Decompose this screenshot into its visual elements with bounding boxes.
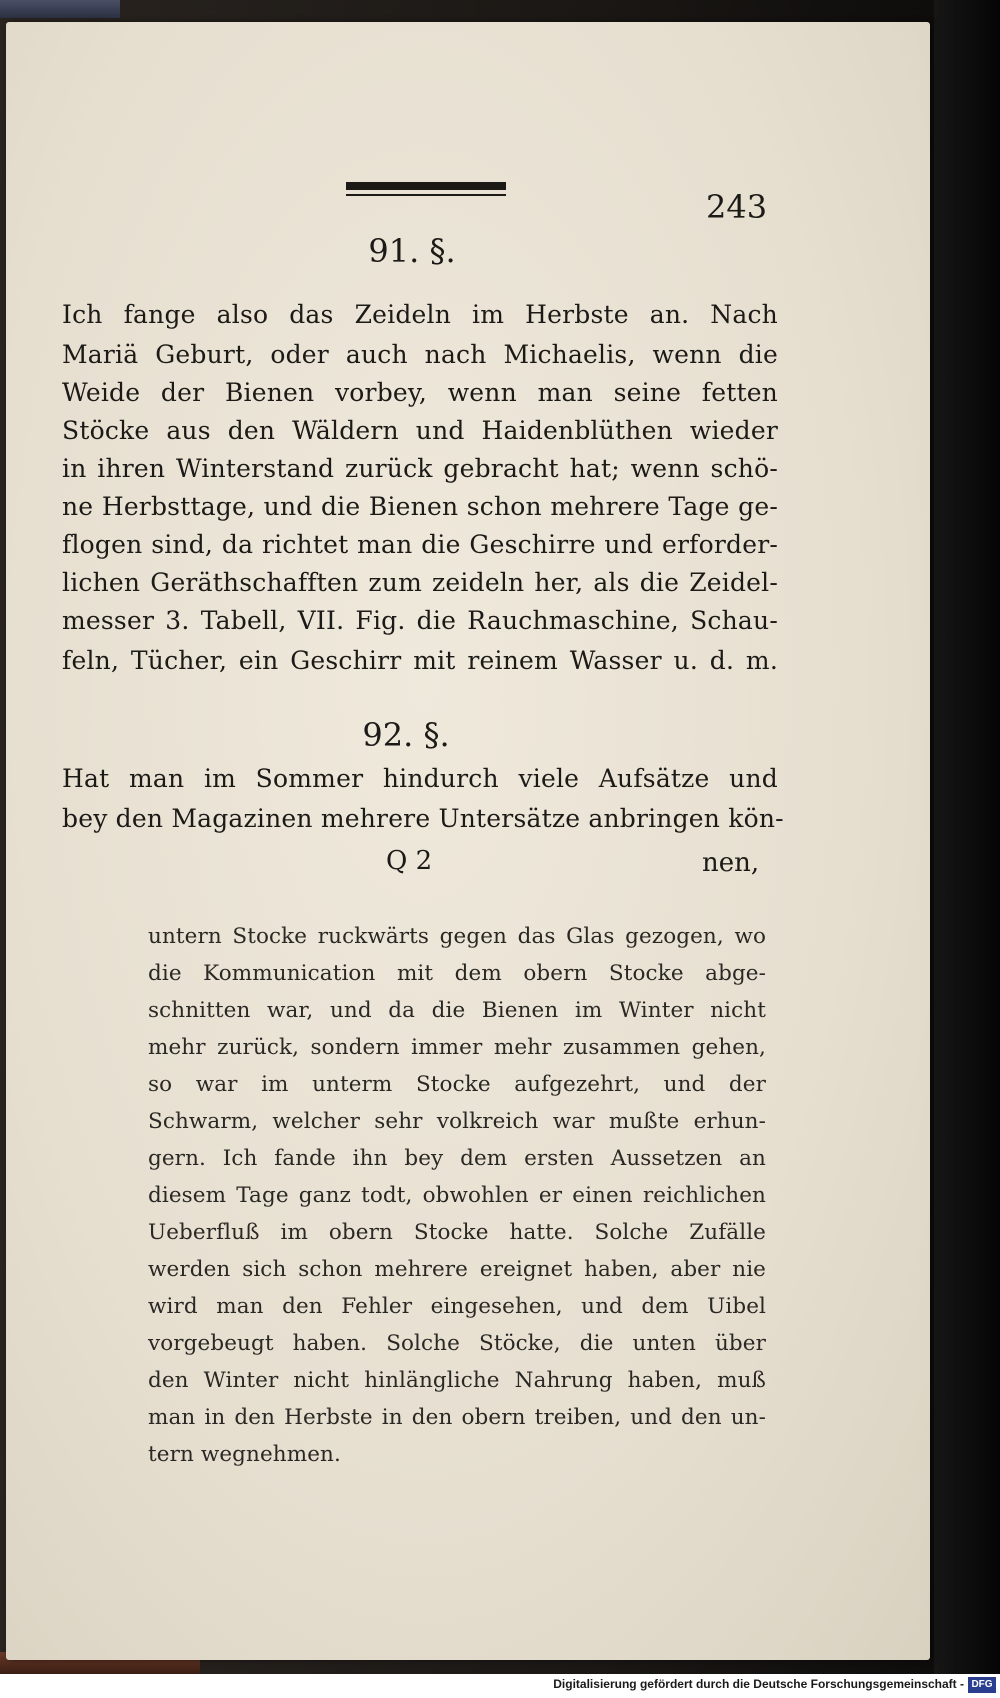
section-heading-92: 92. §. xyxy=(362,716,450,754)
footnote-line: die Kommunication mit dem obern Stocke abge- xyxy=(148,961,766,986)
footnote-line: Ueberfluß im obern Stocke hatte. Solche Zufälle xyxy=(148,1220,766,1245)
text-line: in ihren Winterstand zurück gebracht hat; wenn schö- xyxy=(62,454,778,483)
book-page xyxy=(6,22,930,1660)
header-rule xyxy=(346,182,506,190)
footnote-line: diesem Tage ganz todt, obwohlen er einen reichlichen xyxy=(148,1183,766,1208)
page-number: 243 xyxy=(706,188,768,226)
footer-credit-text: Digitalisierung gefördert durch die Deutsche Forschungsgemeinschaft - xyxy=(553,1677,964,1691)
footnote-line: schnitten war, und da die Bienen im Winter nicht xyxy=(148,998,766,1023)
header-rule-thin xyxy=(346,194,506,196)
text-line: feln, Tücher, ein Geschirr mit reinem Wasser u. d. m. xyxy=(62,646,778,675)
text-line: Hat man im Sommer hindurch viele Aufsätze und xyxy=(62,764,778,793)
section-heading-91: 91. §. xyxy=(368,232,456,270)
footnote-line: untern Stocke ruckwärts gegen das Glas gezogen, wo xyxy=(148,924,766,949)
footnote-line: gern. Ich fande ihn bey dem ersten Aussetzen an xyxy=(148,1146,766,1171)
footnote-line: tern wegnehmen. xyxy=(148,1442,341,1467)
text-line: ne Herbsttage, und die Bienen schon mehrere Tage ge- xyxy=(62,492,778,521)
text-line: bey den Magazinen mehrere Untersätze anbringen kön- xyxy=(62,804,784,833)
signature-mark: Q 2 xyxy=(386,846,433,876)
catchword: nen, xyxy=(702,848,760,878)
text-line: Mariä Geburt, oder auch nach Michaelis, wenn die xyxy=(62,340,778,369)
footnote-line: den Winter nicht hinlängliche Nahrung haben, muß xyxy=(148,1368,766,1393)
text-line: lichen Geräthschafften zum zeideln her, als die Zeidel- xyxy=(62,568,778,597)
digitization-footer xyxy=(0,1674,1000,1698)
footnote-line: werden sich schon mehrere ereignet haben, aber nie xyxy=(148,1257,766,1282)
book-spine-shadow xyxy=(934,0,1000,1698)
text-line: flogen sind, da richtet man die Geschirre und erforder- xyxy=(62,530,778,559)
footnote-line: wird man den Fehler eingesehen, und dem Uibel xyxy=(148,1294,766,1319)
dfg-logo: DFG xyxy=(968,1677,996,1693)
footnote-line: so war im unterm Stocke aufgezehrt, und der xyxy=(148,1072,766,1097)
text-line: Stöcke aus den Wäldern und Haidenblüthen wieder xyxy=(62,416,778,445)
text-line: Ich fange also das Zeideln im Herbste an. Nach xyxy=(62,300,778,329)
footnote-line: Schwarm, welcher sehr volkreich war mußte erhun- xyxy=(148,1109,766,1134)
book-cover-edge-top xyxy=(0,0,120,18)
text-line: messer 3. Tabell, VII. Fig. die Rauchmaschine, Schau- xyxy=(62,606,778,635)
footnote-line: mehr zurück, sondern immer mehr zusammen gehen, xyxy=(148,1035,766,1060)
text-line: Weide der Bienen vorbey, wenn man seine fetten xyxy=(62,378,778,407)
footnote-line: man in den Herbste in den obern treiben, und den un- xyxy=(148,1405,766,1430)
footnote-line: vorgebeugt haben. Solche Stöcke, die unten über xyxy=(148,1331,766,1356)
